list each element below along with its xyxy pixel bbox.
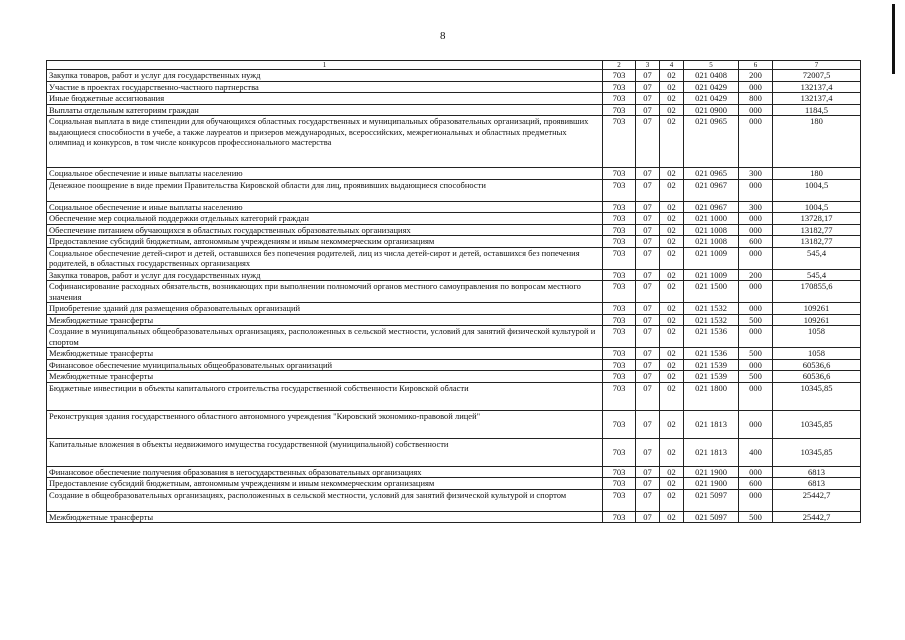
row-code-type: 500 bbox=[739, 371, 773, 383]
row-name: Приобретение зданий для размещения образовательных организаций bbox=[47, 303, 603, 315]
row-name: Реконструкция здания государственного областного автономного учреждения "Кировский экономико-правовой лицей" bbox=[47, 410, 603, 438]
row-code-subsection: 02 bbox=[660, 438, 684, 466]
table-row bbox=[47, 269, 861, 281]
row-code-subsection: 02 bbox=[660, 201, 684, 213]
row-code-subsection: 02 bbox=[660, 478, 684, 490]
row-code-subsection: 02 bbox=[660, 81, 684, 93]
row-code-section: 07 bbox=[636, 438, 660, 466]
row-name: Межбюджетные трансферты bbox=[47, 348, 603, 360]
row-amount: 25442,7 bbox=[773, 511, 861, 523]
table-row bbox=[47, 104, 861, 116]
row-amount: 6813 bbox=[773, 478, 861, 490]
row-code-subsection: 02 bbox=[660, 104, 684, 116]
row-amount: 1058 bbox=[773, 326, 861, 348]
row-amount: 13728,17 bbox=[773, 213, 861, 225]
table-row bbox=[47, 81, 861, 93]
table-row bbox=[47, 236, 861, 248]
row-code-subsection: 02 bbox=[660, 247, 684, 269]
row-code-type: 000 bbox=[739, 326, 773, 348]
row-name: Участие в проектах государственно-частного партнерства bbox=[47, 81, 603, 93]
table-row bbox=[47, 201, 861, 213]
row-code-type: 400 bbox=[739, 438, 773, 466]
row-code-section: 07 bbox=[636, 201, 660, 213]
row-code-subsection: 02 bbox=[660, 281, 684, 303]
header-row bbox=[47, 61, 861, 70]
row-code-target: 021 1000 bbox=[684, 213, 739, 225]
row-amount: 13182,77 bbox=[773, 236, 861, 248]
row-amount: 180 bbox=[773, 168, 861, 180]
table-row bbox=[47, 359, 861, 371]
row-code-target: 021 0967 bbox=[684, 201, 739, 213]
col-header: 1 bbox=[47, 61, 603, 70]
row-code-section: 07 bbox=[636, 168, 660, 180]
row-code-subsection: 02 bbox=[660, 326, 684, 348]
row-name: Социальное обеспечение детей-сирот и детей, оставшихся без попечения родителей, лиц из числа детей-сирот и детей, оставшихся без попечения родителей, в областных государственных организациях bbox=[47, 247, 603, 269]
row-code-admin: 703 bbox=[603, 70, 636, 82]
table-row bbox=[47, 224, 861, 236]
row-amount: 10345,85 bbox=[773, 410, 861, 438]
row-amount: 1004,5 bbox=[773, 179, 861, 201]
row-name: Бюджетные инвестиции в объекты капитального строительства государственной собственности Кировской области bbox=[47, 382, 603, 410]
row-code-section: 07 bbox=[636, 269, 660, 281]
row-code-admin: 703 bbox=[603, 314, 636, 326]
row-code-type: 300 bbox=[739, 201, 773, 213]
table-row bbox=[47, 247, 861, 269]
row-code-target: 021 1008 bbox=[684, 224, 739, 236]
table-row bbox=[47, 213, 861, 225]
table-row bbox=[47, 326, 861, 348]
row-code-section: 07 bbox=[636, 81, 660, 93]
row-name: Закупка товаров, работ и услуг для государственных нужд bbox=[47, 70, 603, 82]
row-code-section: 07 bbox=[636, 410, 660, 438]
row-code-type: 000 bbox=[739, 104, 773, 116]
row-code-subsection: 02 bbox=[660, 236, 684, 248]
row-code-admin: 703 bbox=[603, 359, 636, 371]
row-code-subsection: 02 bbox=[660, 359, 684, 371]
row-code-target: 021 1536 bbox=[684, 348, 739, 360]
row-code-type: 600 bbox=[739, 236, 773, 248]
row-amount: 132137,4 bbox=[773, 81, 861, 93]
row-code-admin: 703 bbox=[603, 116, 636, 168]
row-code-admin: 703 bbox=[603, 201, 636, 213]
row-code-section: 07 bbox=[636, 359, 660, 371]
row-amount: 109261 bbox=[773, 303, 861, 315]
table-row bbox=[47, 371, 861, 383]
row-code-section: 07 bbox=[636, 489, 660, 511]
table-row bbox=[47, 489, 861, 511]
row-code-type: 000 bbox=[739, 281, 773, 303]
row-name: Межбюджетные трансферты bbox=[47, 314, 603, 326]
row-name: Социальное обеспечение и иные выплаты населению bbox=[47, 168, 603, 180]
row-code-admin: 703 bbox=[603, 489, 636, 511]
row-code-type: 600 bbox=[739, 478, 773, 490]
row-code-subsection: 02 bbox=[660, 224, 684, 236]
row-code-subsection: 02 bbox=[660, 410, 684, 438]
row-code-section: 07 bbox=[636, 382, 660, 410]
row-code-subsection: 02 bbox=[660, 116, 684, 168]
row-code-type: 200 bbox=[739, 70, 773, 82]
row-code-admin: 703 bbox=[603, 269, 636, 281]
row-code-admin: 703 bbox=[603, 348, 636, 360]
row-code-type: 500 bbox=[739, 511, 773, 523]
row-name: Закупка товаров, работ и услуг для государственных нужд bbox=[47, 269, 603, 281]
row-name: Межбюджетные трансферты bbox=[47, 511, 603, 523]
col-header: 5 bbox=[684, 61, 739, 70]
col-header: 6 bbox=[739, 61, 773, 70]
table-row bbox=[47, 410, 861, 438]
table-row bbox=[47, 179, 861, 201]
row-name: Социальное обеспечение и иные выплаты населению bbox=[47, 201, 603, 213]
col-header: 2 bbox=[603, 61, 636, 70]
row-code-section: 07 bbox=[636, 116, 660, 168]
row-code-subsection: 02 bbox=[660, 511, 684, 523]
row-amount: 545,4 bbox=[773, 269, 861, 281]
col-header: 3 bbox=[636, 61, 660, 70]
row-code-section: 07 bbox=[636, 466, 660, 478]
row-code-section: 07 bbox=[636, 478, 660, 490]
row-code-target: 021 0965 bbox=[684, 116, 739, 168]
table-row bbox=[47, 348, 861, 360]
row-name: Обеспечение мер социальной поддержки отдельных категорий граждан bbox=[47, 213, 603, 225]
row-code-admin: 703 bbox=[603, 382, 636, 410]
row-name: Межбюджетные трансферты bbox=[47, 371, 603, 383]
row-code-admin: 703 bbox=[603, 104, 636, 116]
row-code-admin: 703 bbox=[603, 478, 636, 490]
table-row bbox=[47, 281, 861, 303]
row-code-type: 800 bbox=[739, 93, 773, 105]
row-code-type: 200 bbox=[739, 269, 773, 281]
col-header: 7 bbox=[773, 61, 861, 70]
row-code-subsection: 02 bbox=[660, 314, 684, 326]
row-amount: 170855,6 bbox=[773, 281, 861, 303]
row-code-subsection: 02 bbox=[660, 489, 684, 511]
row-name: Социальная выплата в виде стипендии для обучающихся областных государственных и муниципальных образовательных организаций, проявивших выдающиеся способности в учебе, а также лауреатов и призеров международных, всероссийских, межрегиональных и областных предметных олимпиад и конкурсов, в том числе конкурсов профессионального мастерства bbox=[47, 116, 603, 168]
row-code-admin: 703 bbox=[603, 93, 636, 105]
row-code-section: 07 bbox=[636, 348, 660, 360]
row-code-type: 000 bbox=[739, 359, 773, 371]
row-code-admin: 703 bbox=[603, 438, 636, 466]
row-name: Капитальные вложения в объекты недвижимого имущества государственной (муниципальной) собственности bbox=[47, 438, 603, 466]
row-code-target: 021 1800 bbox=[684, 382, 739, 410]
row-code-type: 500 bbox=[739, 348, 773, 360]
row-code-subsection: 02 bbox=[660, 466, 684, 478]
row-code-target: 021 1539 bbox=[684, 371, 739, 383]
row-amount: 1004,5 bbox=[773, 201, 861, 213]
row-code-target: 021 1532 bbox=[684, 314, 739, 326]
row-code-admin: 703 bbox=[603, 371, 636, 383]
row-code-target: 021 5097 bbox=[684, 489, 739, 511]
row-code-admin: 703 bbox=[603, 168, 636, 180]
row-code-subsection: 02 bbox=[660, 382, 684, 410]
row-code-target: 021 1813 bbox=[684, 438, 739, 466]
row-name: Денежное поощрение в виде премии Правительства Кировской области для лиц, проявивших выдающиеся способности bbox=[47, 179, 603, 201]
row-code-target: 021 0408 bbox=[684, 70, 739, 82]
row-amount: 10345,85 bbox=[773, 438, 861, 466]
row-code-target: 021 0965 bbox=[684, 168, 739, 180]
table-row bbox=[47, 478, 861, 490]
row-code-section: 07 bbox=[636, 303, 660, 315]
row-code-section: 07 bbox=[636, 93, 660, 105]
table-row bbox=[47, 93, 861, 105]
row-code-subsection: 02 bbox=[660, 213, 684, 225]
row-code-admin: 703 bbox=[603, 410, 636, 438]
row-code-type: 000 bbox=[739, 224, 773, 236]
row-amount: 1058 bbox=[773, 348, 861, 360]
row-code-subsection: 02 bbox=[660, 179, 684, 201]
row-amount: 132137,4 bbox=[773, 93, 861, 105]
row-name: Финансовое обеспечение получения образования в негосударственных образовательных организациях bbox=[47, 466, 603, 478]
row-code-target: 021 1500 bbox=[684, 281, 739, 303]
row-code-target: 021 1536 bbox=[684, 326, 739, 348]
row-code-admin: 703 bbox=[603, 303, 636, 315]
row-code-admin: 703 bbox=[603, 179, 636, 201]
row-code-admin: 703 bbox=[603, 466, 636, 478]
row-code-subsection: 02 bbox=[660, 348, 684, 360]
row-code-section: 07 bbox=[636, 213, 660, 225]
row-code-target: 021 1009 bbox=[684, 247, 739, 269]
budget-table bbox=[46, 60, 861, 523]
row-code-target: 021 0429 bbox=[684, 81, 739, 93]
row-amount: 60536,6 bbox=[773, 371, 861, 383]
table-row bbox=[47, 116, 861, 168]
row-amount: 109261 bbox=[773, 314, 861, 326]
row-code-type: 000 bbox=[739, 303, 773, 315]
row-code-type: 000 bbox=[739, 247, 773, 269]
table-row bbox=[47, 382, 861, 410]
row-amount: 1184,5 bbox=[773, 104, 861, 116]
row-code-target: 021 0429 bbox=[684, 93, 739, 105]
row-name: Финансовое обеспечение муниципальных общеобразовательных организаций bbox=[47, 359, 603, 371]
row-code-admin: 703 bbox=[603, 213, 636, 225]
row-amount: 180 bbox=[773, 116, 861, 168]
row-name: Создание в общеобразовательных организациях, расположенных в сельской местности, условий для занятий физической культурой и спортом bbox=[47, 489, 603, 511]
row-amount: 13182,77 bbox=[773, 224, 861, 236]
table-row bbox=[47, 303, 861, 315]
row-code-type: 000 bbox=[739, 116, 773, 168]
row-code-type: 500 bbox=[739, 314, 773, 326]
row-code-admin: 703 bbox=[603, 281, 636, 303]
scan-edge-mark bbox=[892, 4, 895, 74]
row-code-section: 07 bbox=[636, 236, 660, 248]
table-row bbox=[47, 168, 861, 180]
row-code-target: 021 1008 bbox=[684, 236, 739, 248]
row-code-type: 000 bbox=[739, 489, 773, 511]
row-code-subsection: 02 bbox=[660, 269, 684, 281]
table-row bbox=[47, 466, 861, 478]
row-code-section: 07 bbox=[636, 281, 660, 303]
row-name: Выплаты отдельным категориям граждан bbox=[47, 104, 603, 116]
row-code-type: 000 bbox=[739, 382, 773, 410]
row-amount: 25442,7 bbox=[773, 489, 861, 511]
row-code-type: 000 bbox=[739, 179, 773, 201]
row-code-admin: 703 bbox=[603, 511, 636, 523]
row-code-section: 07 bbox=[636, 326, 660, 348]
row-code-section: 07 bbox=[636, 314, 660, 326]
row-name: Иные бюджетные ассигнования bbox=[47, 93, 603, 105]
row-code-section: 07 bbox=[636, 371, 660, 383]
row-name: Предоставление субсидий бюджетным, автономным учреждениям и иным некоммерческим организациям bbox=[47, 236, 603, 248]
row-name: Предоставление субсидий бюджетным, автономным учреждениям и иным некоммерческим организациям bbox=[47, 478, 603, 490]
row-amount: 545,4 bbox=[773, 247, 861, 269]
row-code-section: 07 bbox=[636, 104, 660, 116]
row-code-section: 07 bbox=[636, 70, 660, 82]
row-code-target: 021 5097 bbox=[684, 511, 739, 523]
row-code-subsection: 02 bbox=[660, 371, 684, 383]
row-name: Софинансирование расходных обязательств, возникающих при выполнении полномочий органов местного самоуправления по вопросам местного значения bbox=[47, 281, 603, 303]
row-code-admin: 703 bbox=[603, 247, 636, 269]
row-code-type: 000 bbox=[739, 410, 773, 438]
col-header: 4 bbox=[660, 61, 684, 70]
row-code-subsection: 02 bbox=[660, 303, 684, 315]
row-amount: 6813 bbox=[773, 466, 861, 478]
row-name: Обеспечение питанием обучающихся в областных государственных образовательных организациях bbox=[47, 224, 603, 236]
table-row bbox=[47, 70, 861, 82]
row-code-section: 07 bbox=[636, 511, 660, 523]
row-code-type: 000 bbox=[739, 213, 773, 225]
row-code-admin: 703 bbox=[603, 236, 636, 248]
row-code-target: 021 1532 bbox=[684, 303, 739, 315]
row-code-target: 021 1813 bbox=[684, 410, 739, 438]
row-name: Создание в муниципальных общеобразовательных организациях, расположенных в сельской местности, условий для занятий физической культурой и спортом bbox=[47, 326, 603, 348]
table-row bbox=[47, 511, 861, 523]
row-code-target: 021 1900 bbox=[684, 478, 739, 490]
row-code-target: 021 0967 bbox=[684, 179, 739, 201]
row-code-subsection: 02 bbox=[660, 70, 684, 82]
row-code-admin: 703 bbox=[603, 81, 636, 93]
row-code-section: 07 bbox=[636, 224, 660, 236]
row-code-type: 300 bbox=[739, 168, 773, 180]
row-code-admin: 703 bbox=[603, 224, 636, 236]
table-row bbox=[47, 314, 861, 326]
row-code-type: 000 bbox=[739, 81, 773, 93]
row-amount: 72007,5 bbox=[773, 70, 861, 82]
row-amount: 10345,85 bbox=[773, 382, 861, 410]
row-code-target: 021 1900 bbox=[684, 466, 739, 478]
row-code-type: 000 bbox=[739, 466, 773, 478]
row-code-section: 07 bbox=[636, 179, 660, 201]
table-row bbox=[47, 438, 861, 466]
row-code-target: 021 1539 bbox=[684, 359, 739, 371]
row-code-subsection: 02 bbox=[660, 93, 684, 105]
row-code-section: 07 bbox=[636, 247, 660, 269]
row-code-subsection: 02 bbox=[660, 168, 684, 180]
row-code-admin: 703 bbox=[603, 326, 636, 348]
row-code-target: 021 1009 bbox=[684, 269, 739, 281]
page-number: 8 bbox=[440, 30, 446, 42]
row-amount: 60536,6 bbox=[773, 359, 861, 371]
row-code-target: 021 0900 bbox=[684, 104, 739, 116]
